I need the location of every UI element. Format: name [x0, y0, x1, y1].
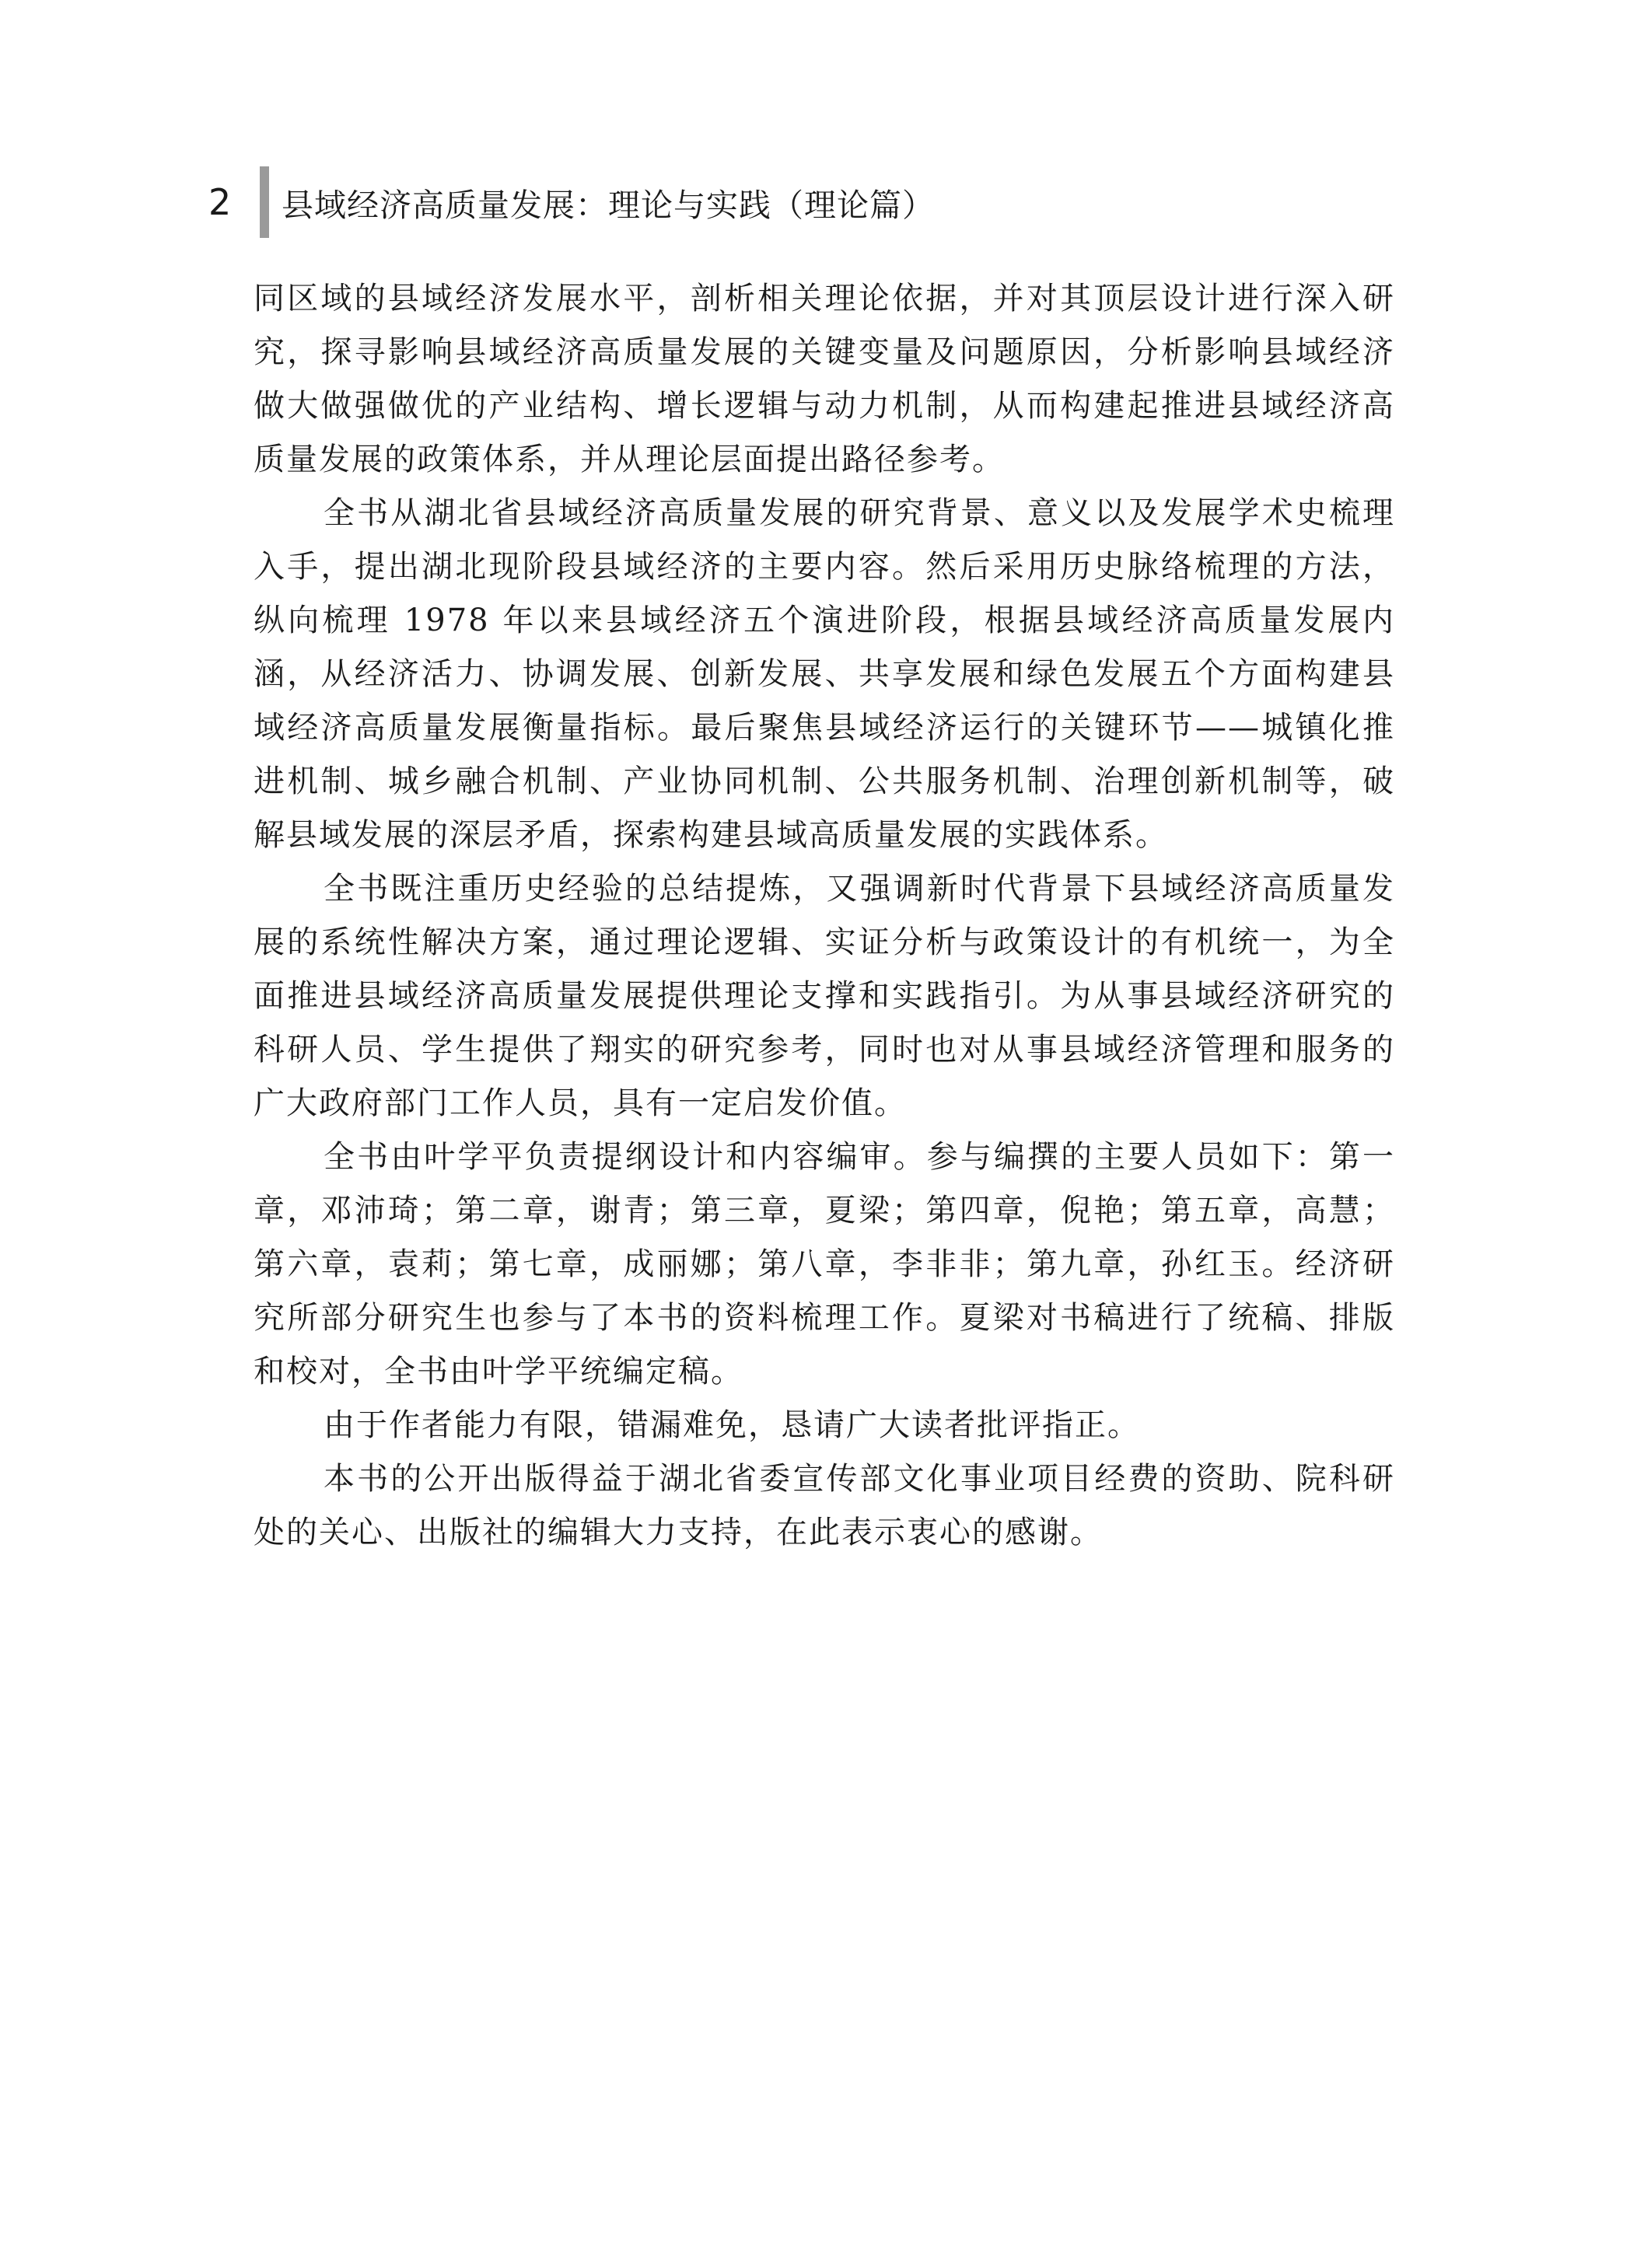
- paragraph: 本书的公开出版得益于湖北省委宣传部文化事业项目经费的资助、院科研处的关心、出版社的编辑大力支持，在此表示衷心的感谢。: [254, 1461, 1395, 1550]
- header-divider-bar: [260, 166, 269, 238]
- running-title: 县域经济高质量发展：理论与实践（理论篇）: [282, 186, 935, 224]
- paragraph: 全书既注重历史经验的总结提炼，又强调新时代背景下县域经济高质量发展的系统性解决方案，通过理论逻辑、实证分析与政策设计的有机统一，为全面推进县域经济高质量发展提供理论支撑和实践指引。为从事县域经济研究的科研人员、学生提供了翔实的研究参考，同时也对从事县域经济管理和服务的广大政府部门工作人员，具有一定启发价值。: [254, 871, 1395, 1121]
- paragraph-continued: 同区域的县域经济发展水平，剖析相关理论依据，并对其顶层设计进行深入研究，探寻影响县域经济高质量发展的关键变量及问题原因，分析影响县域经济做大做强做优的产业结构、增长逻辑与动力机制，从而构建起推进县域经济高质量发展的政策体系，并从理论层面提出路径参考。: [254, 281, 1395, 477]
- paragraph: 由于作者能力有限，错漏难免，恳请广大读者批评指正。: [324, 1407, 1140, 1443]
- page-header: [208, 166, 935, 238]
- page-body: [254, 272, 1395, 1560]
- paragraph: 全书由叶学平负责提纲设计和内容编审。参与编撰的主要人员如下：第一章，邓沛琦；第二章，谢青；第三章，夏梁；第四章，倪艳；第五章，高慧；第六章，袁莉；第七章，成丽娜；第八章，李非非；第九章，孙红玉。经济研究所部分研究生也参与了本书的资料梳理工作。夏梁对书稿进行了统稿、排版和校对，全书由叶学平统编定稿。: [254, 1139, 1395, 1389]
- page-number: 2: [208, 181, 232, 223]
- paragraph: 全书从湖北省县域经济高质量发展的研究背景、意义以及发展学术史梳理入手，提出湖北现阶段县域经济的主要内容。然后采用历史脉络梳理的方法，纵向梳理 1978 年以来县域经济五个演进阶段，根据县域经济高质量发展内涵，从经济活力、协调发展、创新发展、共享发展和绿色发展五个方面构建县域经济高质量发展衡量指标。最后聚焦县域经济运行的关键环节——城镇化推进机制、城乡融合机制、产业协同机制、公共服务机制、治理创新机制等，破解县域发展的深层矛盾，探索构建县域高质量发展的实践体系。: [254, 495, 1395, 853]
